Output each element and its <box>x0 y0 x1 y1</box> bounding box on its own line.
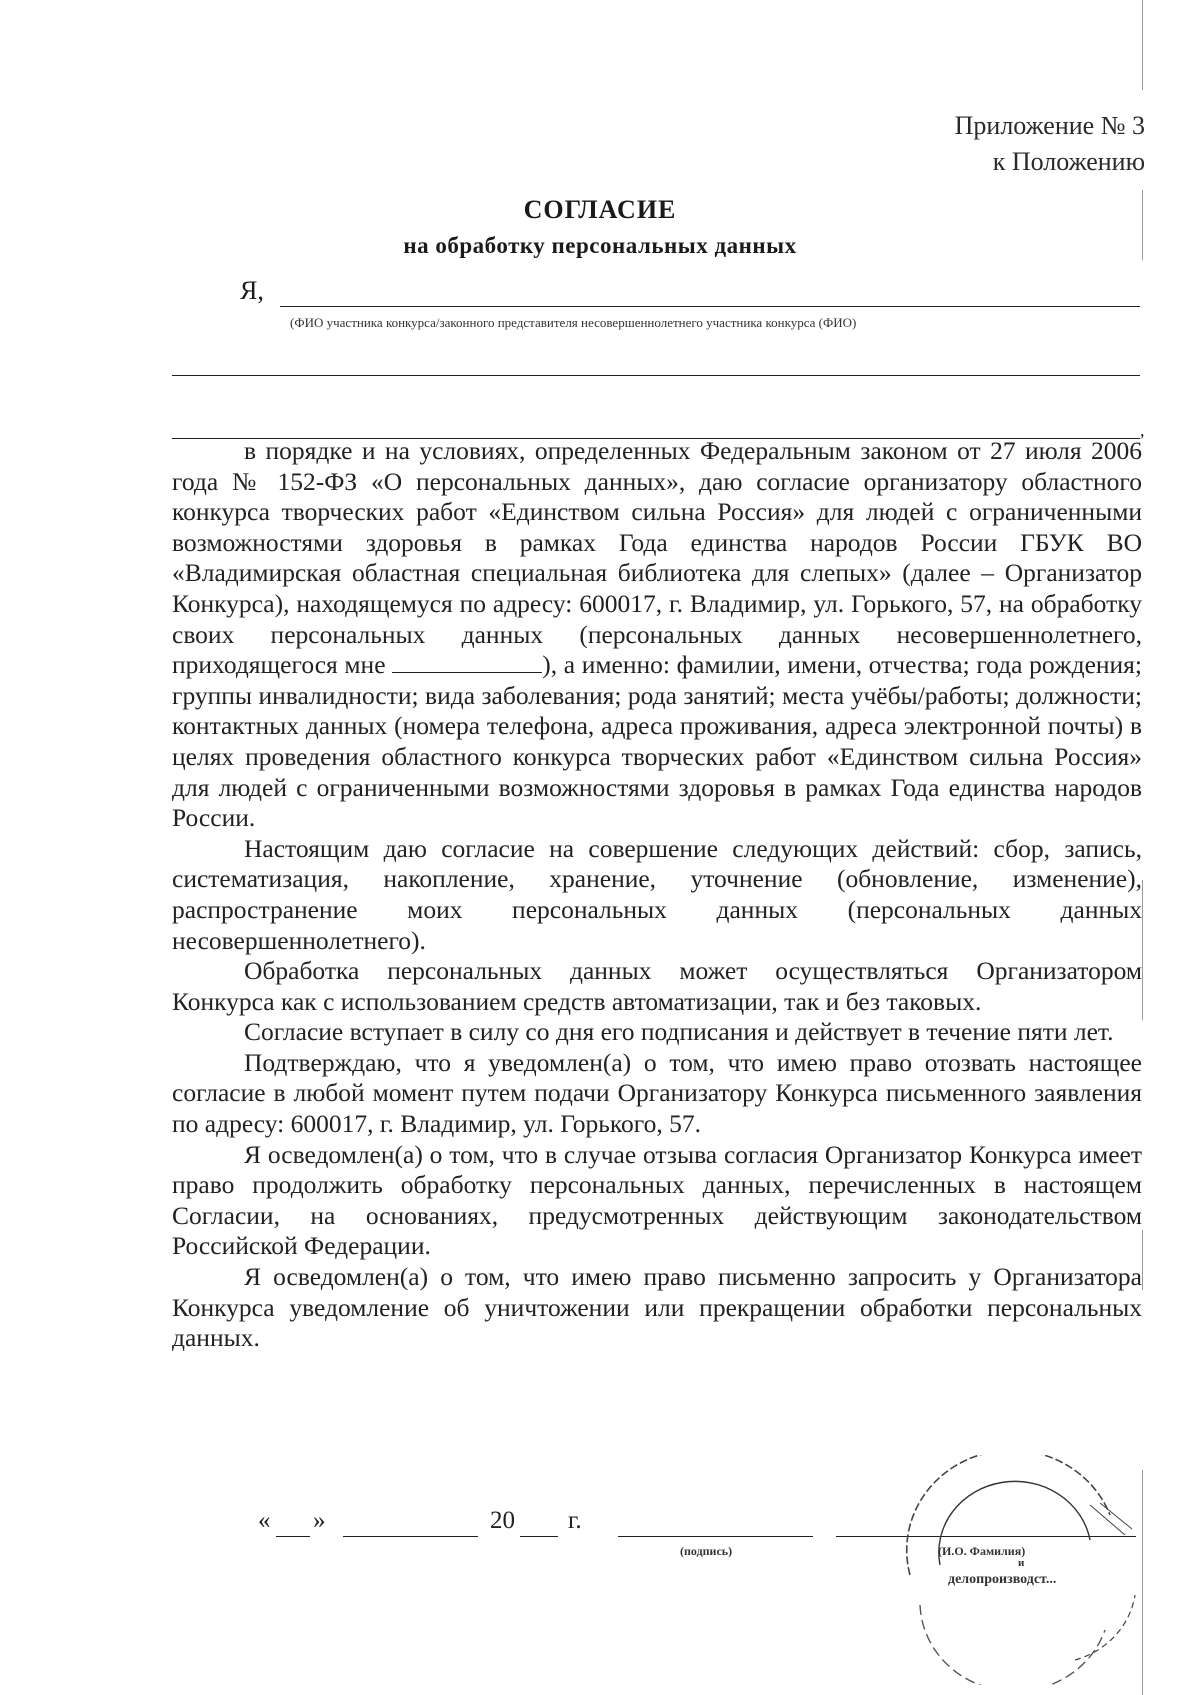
day-blank <box>276 1536 310 1537</box>
year-suffix: г. <box>568 1507 582 1534</box>
date-quote-close: » <box>313 1507 326 1534</box>
appendix-number: Приложение № 3 <box>954 111 1145 140</box>
consent-paragraph <box>172 436 1142 834</box>
consent-paragraph: Я осведомлен(а) о том, что имею право письменно запросить у Организатора Конкурса уведомление об уничтожении или прекращении обработки персональных данных. <box>172 1262 1142 1353</box>
signature-blank <box>618 1536 813 1537</box>
seal-stamp <box>900 1455 1160 1685</box>
appendix-reference <box>955 108 1145 180</box>
consent-paragraph-part: ), а именно: фамилии, имени, отчества; года рождения; группы инвалидности; вида заболевания; рода занятий; места учёбы/работы; должности; контактных данных (номера телефона, адреса проживания, адреса электронной почты) в целях проведения областного конкурса творческих работ «Единством сильна Россия» для людей с ограниченными возможностями здоровья в рамках Года единства народов России. <box>172 650 1143 833</box>
name-caption: (И.О. Фамилия) <box>938 1544 1026 1558</box>
fio-continuation-line <box>172 375 1140 376</box>
consent-paragraph: Подтверждаю, что я уведомлен(а) о том, что имею право отозвать настоящее согласие в любой момент путем подачи Организатору Конкурса письменного заявления по адресу: 600017, г. Владимир, ул. Горького, 57. <box>172 1047 1142 1139</box>
fio-prefix: Я, <box>240 276 264 305</box>
date-quote-open: « <box>258 1507 271 1534</box>
consent-paragraph-part: в порядке и на условиях, определенных Федеральным законом от 27 июля 2006 года № 152-ФЗ «О персональных данных», даю согласие организатору областного конкурса творческих работ «Единством сильна Россия» для людей с ограниченными возможностями здоровья в рамках Года единства народов России ГБУК ВО «Владимирская областная специальная библиотека для слепых» (далее – Организатор Конкурса), находящемуся по адресу: 600017, г. Владимир, ул. Горького, 57, на обработку своих персональных данных (персональных данных несовершеннолетнего, приходящегося мне <box>172 436 1142 680</box>
scan-edge-line <box>1142 880 1143 1020</box>
year-blank <box>520 1536 558 1537</box>
consent-paragraph: Согласие вступает в силу со дня его подписания и действует в течение пяти лет. <box>244 1017 1114 1047</box>
fio-row <box>240 276 1140 310</box>
signature-caption: (подпись) <box>680 1544 733 1558</box>
fio-comma: , <box>1140 420 1145 440</box>
year-prefix: 20 <box>490 1507 515 1534</box>
month-blank <box>343 1536 478 1537</box>
scan-edge-line <box>1142 1230 1143 1290</box>
consent-paragraph: Обработка персональных данных может осуществляться Организатором Конкурса как с использованием средств автоматизации, так и без таковых. <box>172 956 1142 1016</box>
document-title: СОГЛАСИЕ <box>523 195 677 224</box>
fio-caption: (ФИО участника конкурса/законного представителя несовершеннолетнего участника конкурса (ФИО) <box>290 315 857 330</box>
seal-icon <box>900 1455 1160 1685</box>
consent-paragraph: Я осведомлен(а) о том, что в случае отзыва согласия Организатор Конкурса имеет право продолжить обработку персональных данных, перечисленных в настоящем Согласии, на основаниях, предусмотренных действующим законодательством Российской Федерации. <box>172 1139 1142 1261</box>
document-subtitle: на обработку персональных данных <box>403 233 797 258</box>
scan-edge-line <box>1142 0 1143 90</box>
relation-blank <box>392 654 542 673</box>
consent-paragraph: Настоящим даю согласие на совершение следующих действий: сбор, запись, систематизация, накопление, хранение, уточнение (обновление, изменение), распространение моих персональных данных (персональных данных несовершеннолетнего). <box>172 833 1142 955</box>
appendix-regulation: к Положению <box>992 147 1145 176</box>
fio-line <box>280 306 1140 307</box>
seal-text: и <box>1018 1557 1025 1569</box>
consent-body <box>172 436 1142 1354</box>
seal-text: делопроизводст... <box>948 1572 1057 1587</box>
